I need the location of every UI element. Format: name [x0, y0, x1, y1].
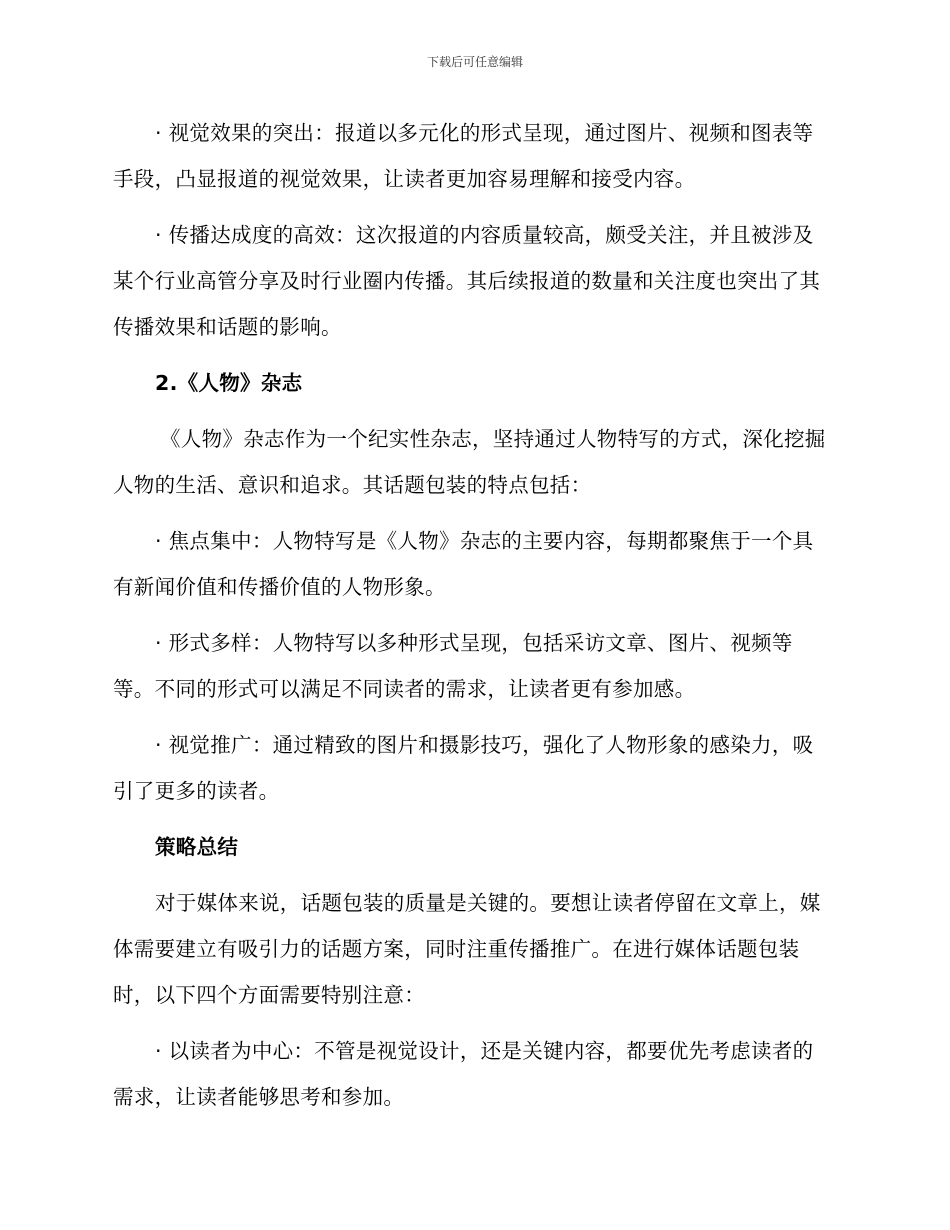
- bullet-spread-efficiency: · 传播达成度的高效：这次报道的内容质量较高，颇受关注，并且被涉及某个行业高管分享及时行业圈内传播。其后续报道的数量和关注度也突出了其传播效果和话题的影响。: [113, 223, 821, 339]
- bullet-diverse-forms: · 形式多样：人物特写以多种形式呈现，包括采访文章、图片、视频等等。不同的形式可以满足不同读者的需求，让读者更有参加感。: [113, 631, 793, 701]
- bullet-reader-centered: · 以读者为中心：不管是视觉设计，还是关键内容，都要优先考虑读者的需求，让读者能够思考和参加。: [113, 1039, 814, 1109]
- section-heading-strategy-summary: 策略总结: [155, 835, 239, 859]
- bullet-visual-promotion: · 视觉推广：通过精致的图片和摄影技巧，强化了人物形象的感染力，吸引了更多的读者。: [113, 733, 814, 803]
- bullet-focus: · 焦点集中：人物特写是《人物》杂志的主要内容，每期都聚焦于一个具有新闻价值和传播价值的人物形象。: [113, 529, 814, 599]
- document-body: [113, 110, 833, 1130]
- people-magazine-intro: 《人物》杂志作为一个纪实性杂志，坚持通过人物特写的方式，深化挖掘人物的生活、意识和追求。其话题包装的特点包括：: [113, 427, 826, 497]
- page-header: 下载后可任意编辑: [426, 55, 523, 69]
- section-heading-people-magazine: 2.《人物》杂志: [155, 371, 303, 395]
- strategy-summary-text: 对于媒体来说，话题包装的质量是关键的。要想让读者停留在文章上，媒体需要建立有吸引力的话题方案，同时注重传播推广。在进行媒体话题包装时，以下四个方面需要特别注意：: [113, 891, 821, 1007]
- bullet-visual-effect: · 视觉效果的突出：报道以多元化的形式呈现，通过图片、视频和图表等手段，凸显报道的视觉效果，让读者更加容易理解和接受内容。: [113, 121, 814, 191]
